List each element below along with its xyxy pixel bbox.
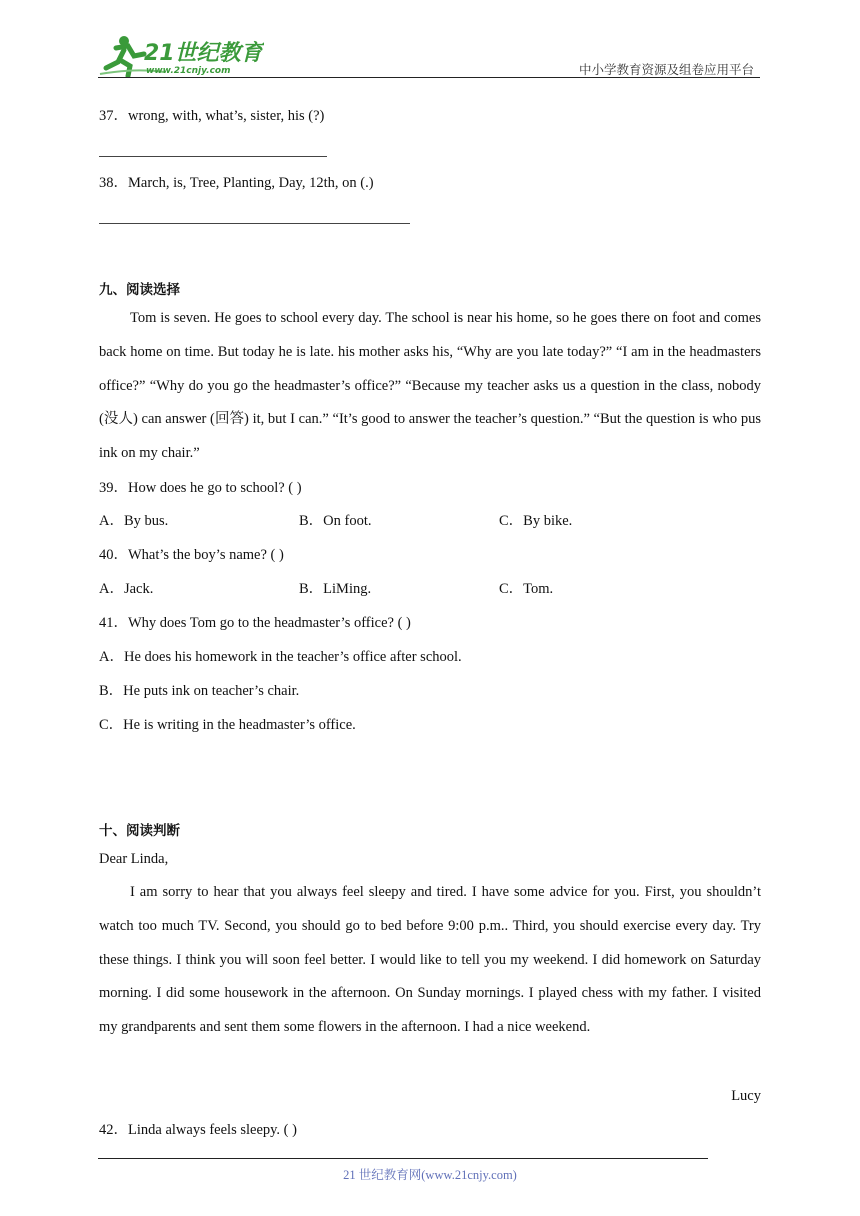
letter-greeting: Dear Linda, (99, 851, 169, 867)
footer-text[interactable]: 21 世纪教育网(www.21cnjy.com) (343, 1168, 517, 1182)
answer-blank-38[interactable] (99, 223, 410, 224)
letter-body: I am sorry to hear that you always feel sleepy and tired. I have some advice for you. First, you shouldn’t watch too much TV. Second, you should go to bed before 9:00 p.m.. Third, you should exercise every day. Try these things. I think you will soon feel better. I would like to tell you my weekend. I did homework on Saturday morning. I did some housework in the afternoon. On Sunday mornings. I played chess with my father. I visited my grandparents and sent them some flowers in the afternoon. I had a nice weekend. (99, 884, 761, 1036)
logo-text: 21世纪教育 (144, 41, 263, 66)
question-42: 42．Linda always feels sleepy. ( ) (99, 1122, 297, 1138)
question-39: 39．How does he go to school? ( ) (99, 480, 302, 496)
question-40: 40．What’s the boy’s name? ( ) (99, 547, 284, 563)
letter-signature: Lucy (731, 1088, 761, 1104)
section-9-title: 九、阅读选择 (99, 282, 180, 298)
option-41-a[interactable]: A．He does his homework in the teacher’s office after school. (99, 649, 462, 665)
option-39-b[interactable]: B．On foot. (299, 513, 372, 529)
logo (94, 34, 264, 78)
option-40-b[interactable]: B．LiMing. (299, 581, 372, 597)
header-divider (98, 77, 760, 78)
section-10-title: 十、阅读判断 (99, 823, 180, 839)
option-39-a[interactable]: A．By bus. (99, 513, 169, 529)
question-41: 41．Why does Tom go to the headmaster’s office? ( ) (99, 615, 411, 631)
question-37: 37．wrong, with, what’s, sister, his (?) (99, 108, 325, 124)
reading-passage-9: Tom is seven. He goes to school every day. The school is near his home, so he goes there on foot and comes back home on time. But today he is late. his mother asks his, “Why are you late today?” “I am in the headmasters office?” “Why do you go the headmaster’s office?” “Because my teacher asks us a question in the class, nobody (没人) can answer (回答) it, but I can.” “It’s good to answer the teacher’s question.” “But the question is who pus ink on my chair.” (99, 310, 761, 462)
option-41-c[interactable]: C．He is writing in the headmaster’s office. (99, 717, 356, 733)
answer-blank-37[interactable] (99, 156, 327, 157)
logo-url-text: www.21cnjy.com (146, 66, 231, 76)
option-41-b[interactable]: B．He puts ink on teacher’s chair. (99, 683, 300, 699)
option-40-a[interactable]: A．Jack. (99, 581, 154, 597)
header-platform-text: 中小学教育资源及组卷应用平台 (578, 62, 754, 77)
runner-logo-icon (94, 34, 264, 78)
option-40-c[interactable]: C．Tom. (499, 581, 554, 597)
option-39-c[interactable]: C．By bike. (499, 513, 573, 529)
footer-divider (98, 1158, 708, 1159)
question-38: 38．March, is, Tree, Planting, Day, 12th, on (.) (99, 175, 374, 191)
